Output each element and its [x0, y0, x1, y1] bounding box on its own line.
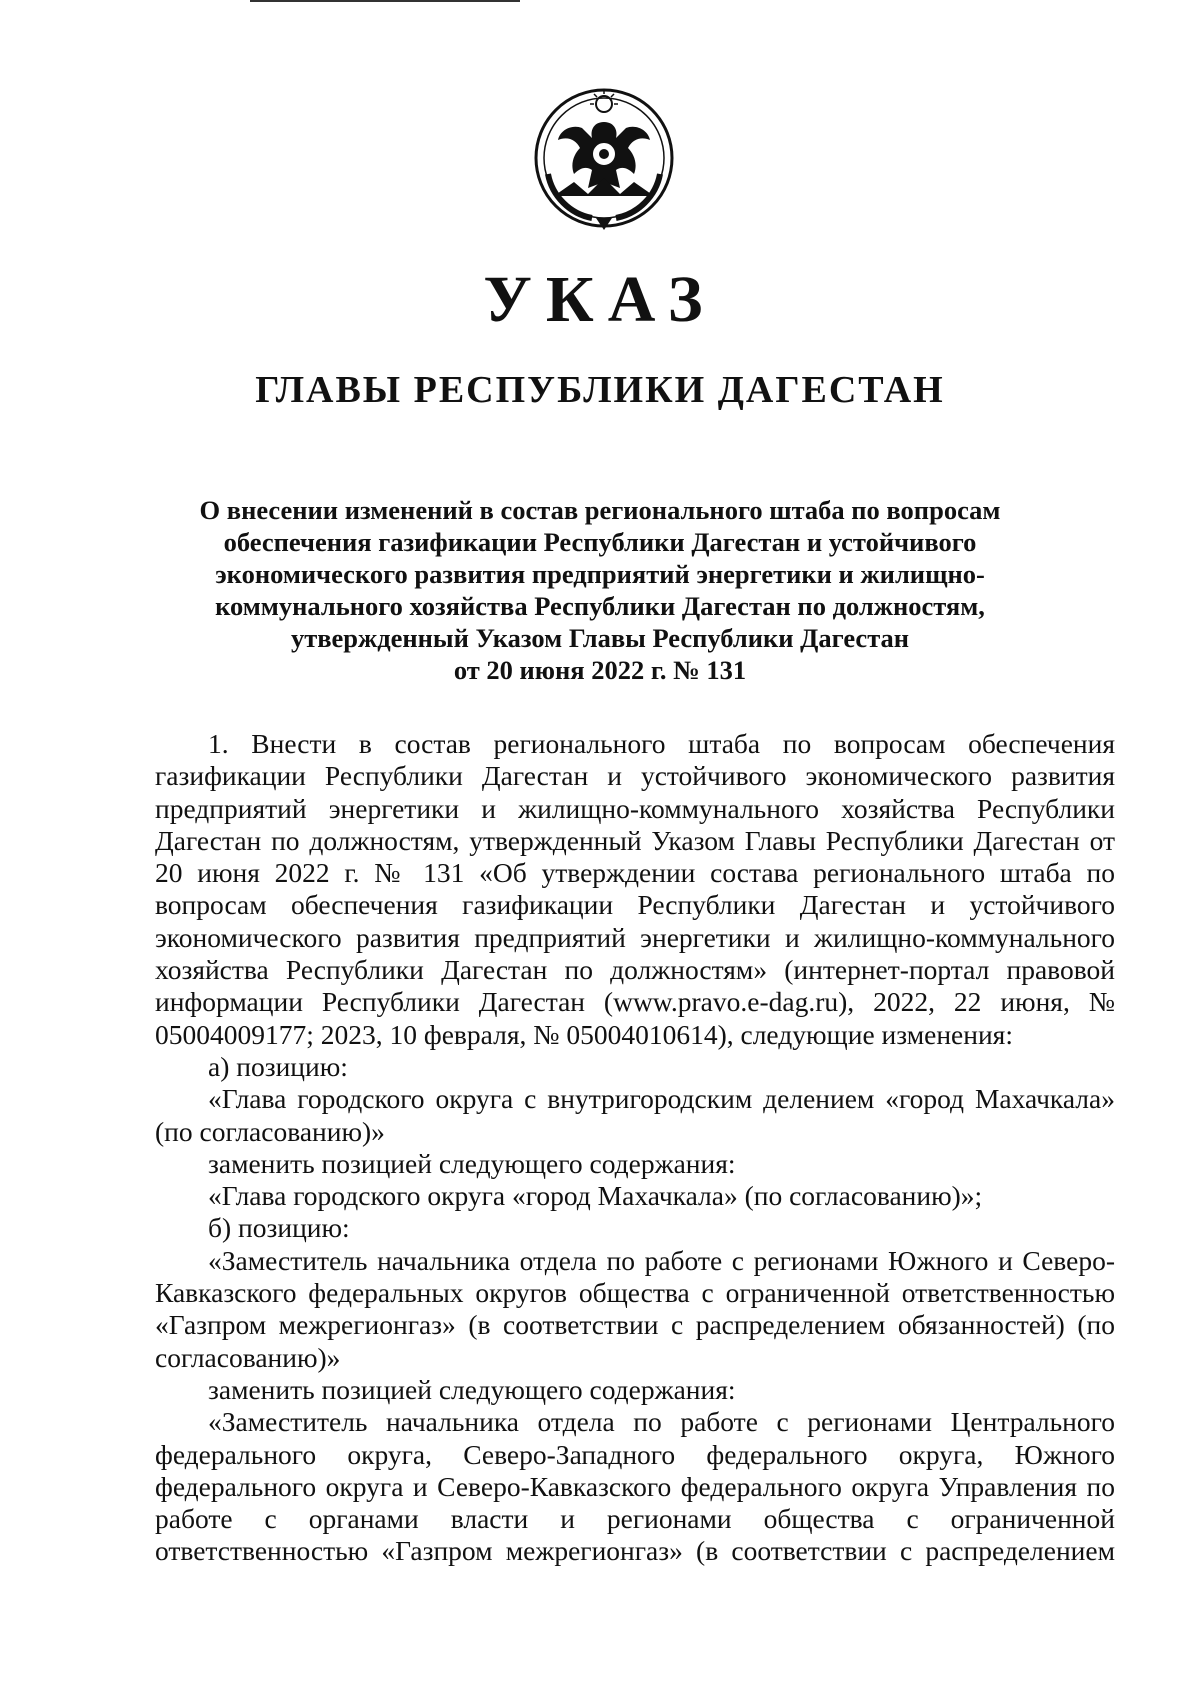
scan-artifact-line — [250, 0, 520, 2]
document-subtitle: ГЛАВЫ РЕСПУБЛИКИ ДАГЕСТАН — [255, 369, 945, 411]
heading-line: обеспечения газификации Республики Дагестан и устойчивого — [223, 527, 977, 557]
paragraph-1: 1. Внести в состав регионального штаба по вопросам обеспечения газификации Республики Дагестан и устойчивого экономического развития предприятий энергетики и жилищно-коммунального хозяйства Республики Дагестан по должностям, утвержденный Указом Главы Республики Дагестан от 20 июня 2022 г. № 131 «Об утверждении состава регионального штаба по вопросам обеспечения газификации Республики Дагестан и устойчивого экономического развития предприятий энергетики и жилищно-коммунального хозяйства Республики Дагестан по должностям» (интернет-портал правовой информации Республики Дагестан (www.pravo.e-dag.ru), 2022, 22 июня, № 05004009177; 2023, 10 февраля, № 05004010614), следующие изменения: — [155, 728, 1115, 1050]
paragraph-b-new-position: «Заместитель начальника отдела по работе с регионами Центрального федерального округа, Северо-Западного федерального округа, Южного федерального округа и Северо-Кавказского федерального округа Управления по работе с органами власти и регионами общества с ограниченной ответственностью «Газпром межрегионгаз» (в соответствии с распределением — [155, 1406, 1115, 1567]
paragraph-b-replace: заменить позицией следующего содержания: — [208, 1373, 736, 1405]
heading-line: утвержденный Указом Главы Республики Дагестан — [290, 623, 910, 653]
heading-line: экономического развития предприятий энергетики и жилищно- — [215, 559, 985, 589]
paragraph-a-old-position: «Глава городского округа с внутригородским делением «город Махачкала» (по согласованию)» — [155, 1083, 1115, 1147]
heading-line: от 20 июня 2022 г. № 131 — [453, 655, 747, 685]
paragraph-a-replace: заменить позицией следующего содержания: — [208, 1147, 736, 1179]
coat-of-arms-emblem — [524, 78, 684, 238]
paragraph-a-label: а) позицию: — [208, 1050, 348, 1082]
heading-line: коммунального хозяйства Республики Дагестан по должностям, — [215, 591, 985, 621]
heading-line: О внесении изменений в состав регионального штаба по вопросам — [199, 495, 1001, 525]
paragraph-b-old-position: «Заместитель начальника отдела по работе с регионами Южного и Северо-Кавказского федеральных округов общества с ограниченной ответственностью «Газпром межрегионгаз» (в соответствии с распределением обязанностей) (по согласованию)» — [155, 1244, 1115, 1373]
decree-heading — [150, 494, 1050, 686]
paragraph-a-new-position: «Глава городского округа «город Махачкала» (по согласованию)»; — [208, 1180, 983, 1212]
paragraph-b-label: б) позицию: — [208, 1212, 350, 1244]
decree-body — [155, 728, 1115, 1568]
document-title: УКАЗ — [483, 263, 717, 336]
